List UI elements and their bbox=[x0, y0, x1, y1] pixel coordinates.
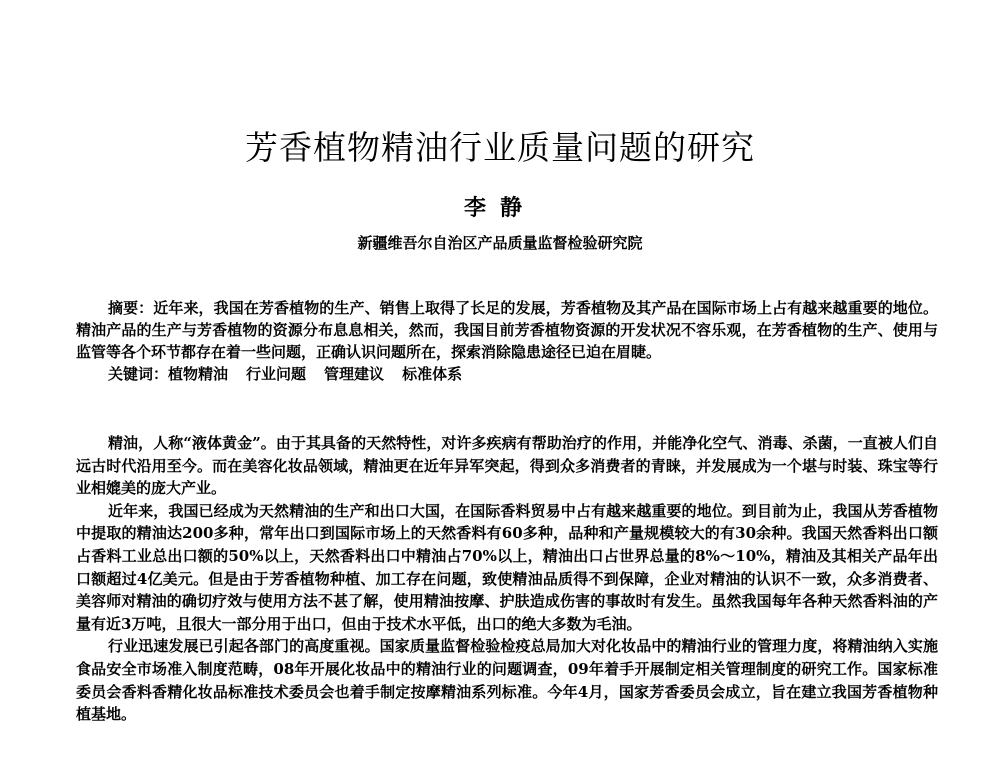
keyword: 行业问题 bbox=[246, 365, 307, 383]
body-text bbox=[76, 432, 938, 726]
author-name: 李静 bbox=[463, 196, 536, 221]
keyword: 标准体系 bbox=[402, 365, 463, 383]
abstract-label: 摘要： bbox=[108, 299, 154, 317]
body-paragraph: 行业迅速发展已引起各部门的高度重视。国家质量监督检验检疫总局加大对化妆品中的精油行业的管理力度，将精油纳入实施食品安全市场准入制度范畴，08年开展化妆品中的精油行业的问题调查，09年着手开展制定相关管理制度的研究工作。国家标准委员会香料香精化妆品标准技术委员会也着手制定按摩精油系列标准。今年4月，国家芳香委员会成立，旨在建立我国芳香植物种植基地。 bbox=[76, 637, 938, 724]
abstract-text: 近年来，我国在芳香植物的生产、销售上取得了长足的发展，芳香植物及其产品在国际市场上占有越来越重要的地位。精油产品的生产与芳香植物的资源分布息息相关，然而，我国目前芳香植物资源的开发状况不容乐观，在芳香植物的生产、使用与监管等各个环节都存在着一些问题，正确认识问题所在，探索消除隐患途径已迫在眉睫。 bbox=[76, 299, 938, 361]
author-affiliation: 新疆维吾尔自治区产品质量监督检验研究院 bbox=[357, 234, 643, 252]
keywords-line bbox=[76, 363, 938, 385]
keyword: 植物精油 bbox=[168, 365, 229, 383]
abstract-paragraph bbox=[76, 297, 938, 363]
abstract-section bbox=[76, 297, 938, 385]
paper-title: 芳香植物精油行业质量问题的研究 bbox=[245, 128, 755, 167]
keywords-label: 关键词： bbox=[108, 365, 169, 383]
keyword: 管理建议 bbox=[324, 365, 385, 383]
body-paragraph: 近年来，我国已经成为天然精油的生产和出口大国，在国际香料贸易中占有越来越重要的地位。到目前为止，我国从芳香植物中提取的精油达200多种，常年出口到国际市场上的天然香料有60多种，品种和产量规模较大的有30余种。我国天然香料出口额占香料工业总出口额的50%以上，天然香料出口中精油占70%以上，精油出口占世界总量的8%～10%，精油及其相关产品年出口额超过4亿美元。但是由于芳香植物种植、加工存在问题，致使精油品质得不到保障，企业对精油的认识不一致，众多消费者、美容师对精油的确切疗效与使用方法不甚了解，使用精油按摩、护肤造成伤害的事故时有发生。虽然我国每年各种天然香料油的产量有近3万吨，且很大一部分用于出口，但由于技术水平低，出口的绝大多数为毛油。 bbox=[76, 501, 938, 633]
body-paragraph: 精油，人称“液体黄金”。由于其具备的天然特性，对许多疾病有帮助治疗的作用，并能净化空气、消毒、杀菌，一直被人们自远古时代沿用至今。而在美容化妆品领域，精油更在近年异军突起，得到众多消费者的青睐，并发展成为一个堪与时装、珠宝等行业相媲美的庞大产业。 bbox=[76, 434, 938, 498]
